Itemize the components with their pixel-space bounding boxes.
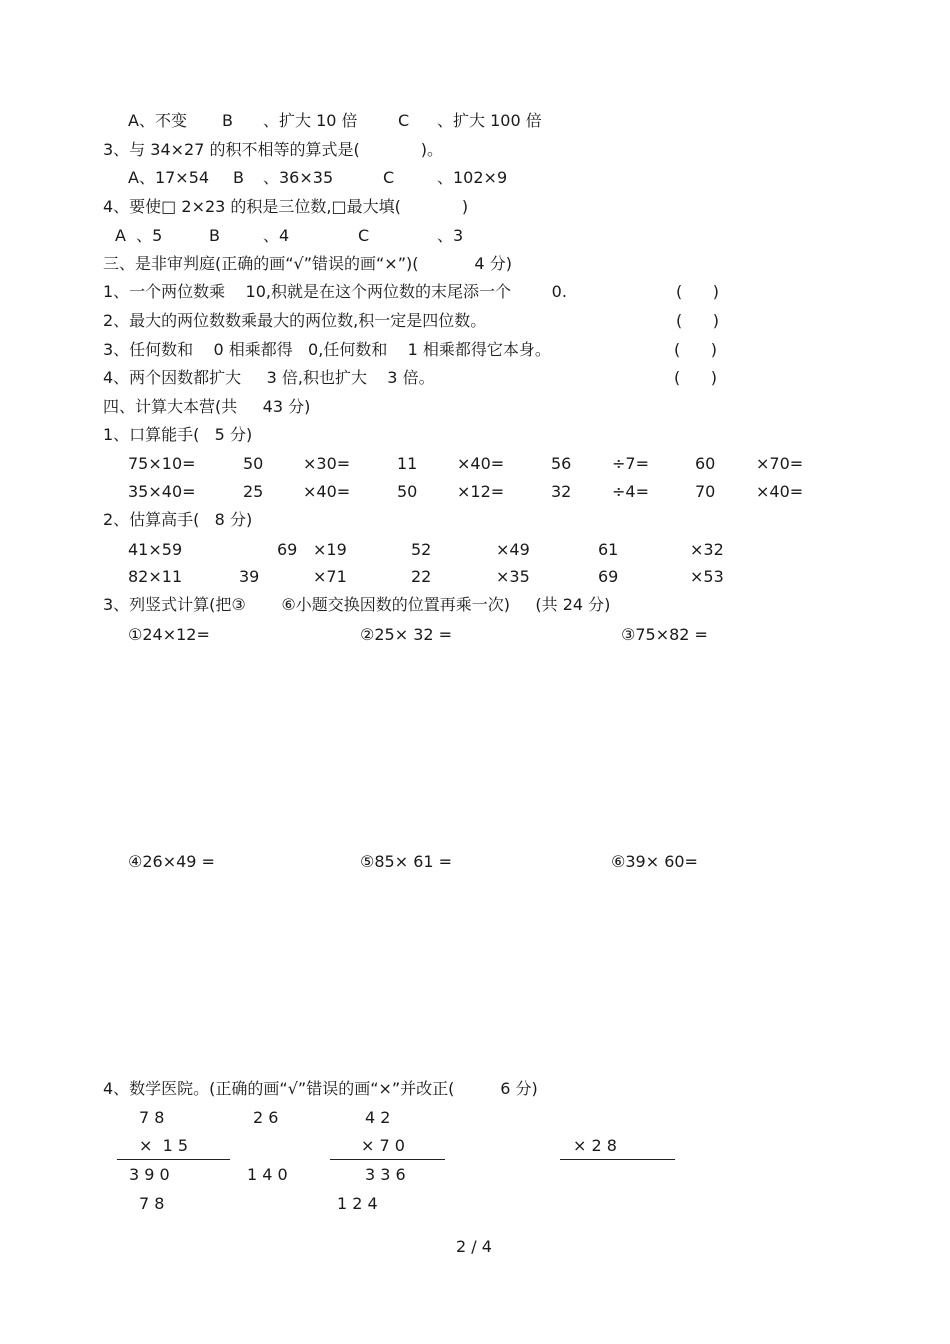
q3-option-c-letter: C (383, 168, 395, 187)
vertical-problem-4: ④26×49 = (128, 852, 215, 871)
estimate-cell: 69 (598, 567, 619, 586)
oral-cell: ×40= (457, 454, 505, 473)
oral-cell: 32 (551, 482, 572, 501)
q3-option-a: A、17×54 (128, 168, 210, 187)
doctor-3-top: 4 2 (365, 1108, 391, 1127)
oral-cell: 25 (243, 482, 264, 501)
oral-calc-title: 1、口算能手( 5 分) (103, 425, 253, 444)
q4-option-a: A 、5 (115, 226, 163, 245)
q3-option-c-text: 、102×9 (437, 168, 508, 187)
q4-option-c-letter: C (358, 226, 370, 245)
estimate-cell: 22 (411, 567, 432, 586)
q4-option-c-text: 、3 (437, 226, 464, 245)
judge-paren-2[interactable]: ( ) (676, 311, 719, 330)
oral-cell: 50 (397, 482, 418, 501)
estimate-cell: 41×59 (128, 540, 183, 559)
oral-cell: 70 (695, 482, 716, 501)
doctor-3-line (330, 1159, 445, 1160)
q4-option-b-text: 、4 (263, 226, 290, 245)
oral-cell: ×40= (303, 482, 351, 501)
q4-option-b-letter: B (209, 226, 220, 245)
doctor-1-line (117, 1159, 230, 1160)
estimate-cell: 82×11 (128, 567, 183, 586)
doctor-4-multiplier: × 2 8 (573, 1136, 617, 1155)
doctor-4-line (560, 1159, 675, 1160)
estimate-cell: ×49 (496, 540, 530, 559)
doctor-1-multiplier: × 1 5 (139, 1136, 189, 1155)
doctor-3-multiplier: × 7 0 (361, 1136, 405, 1155)
estimate-cell: ×19 (313, 540, 347, 559)
judge-item-3: 3、任何数和 0 相乘都得 0,任何数和 1 相乘都得它本身。 (103, 340, 551, 359)
q2-option-c-text: 、扩大 100 倍 (437, 111, 542, 130)
judge-item-4: 4、两个因数都扩大 3 倍,积也扩大 3 倍。 (103, 368, 435, 387)
oral-cell: 35×40= (128, 482, 196, 501)
oral-cell: ÷7= (612, 454, 649, 473)
section-4-title: 四、计算大本营(共 43 分) (103, 397, 311, 416)
q2-option-a: A、不变 (128, 111, 187, 130)
doctor-3-partial-1: 3 3 6 (365, 1165, 406, 1184)
estimate-cell: ×32 (690, 540, 724, 559)
judge-item-2: 2、最大的两位数数乘最大的两位数,积一定是四位数。 (103, 311, 487, 330)
oral-cell: 60 (695, 454, 716, 473)
judge-item-1: 1、一个两位数乘 10,积就是在这个两位数的末尾添一个 0. (103, 282, 567, 301)
estimate-cell: 61 (598, 540, 619, 559)
estimate-cell: 52 (411, 540, 432, 559)
oral-cell: 56 (551, 454, 572, 473)
judge-paren-1[interactable]: ( ) (676, 282, 719, 301)
doctor-3-partial-2: 1 2 4 (337, 1194, 378, 1213)
vertical-calc-title: 3、列竖式计算(把③ ⑥小题交换因数的位置再乘一次) (共 24 分) (103, 595, 611, 614)
estimate-cell: 69 (277, 540, 298, 559)
oral-cell: ×30= (303, 454, 351, 473)
q2-option-b-text: 、扩大 10 倍 (263, 111, 358, 130)
oral-cell: 11 (397, 454, 418, 473)
estimate-title: 2、估算高手( 8 分) (103, 510, 253, 529)
vertical-problem-5: ⑤85× 61 = (360, 852, 453, 871)
judge-paren-4[interactable]: ( ) (674, 368, 717, 387)
oral-cell: ×70= (756, 454, 804, 473)
doctor-2-result: 1 4 0 (247, 1165, 288, 1184)
question-3: 3、与 34×27 的积不相等的算式是( )。 (103, 140, 443, 159)
section-3-title: 三、是非审判庭(正确的画“√”错误的画“×”)( 4 分) (103, 254, 512, 273)
doctor-2-top: 2 6 (253, 1108, 279, 1127)
estimate-cell: 39 (239, 567, 260, 586)
doctor-1-partial-2: 7 8 (139, 1194, 165, 1213)
oral-cell: ×12= (457, 482, 505, 501)
q2-option-c-letter: C (398, 111, 410, 130)
vertical-problem-2: ②25× 32 = (360, 625, 453, 644)
estimate-cell: ×53 (690, 567, 724, 586)
math-doctor-title: 4、数学医院。(正确的画“√”错误的画“×”并改正( 6 分) (103, 1079, 538, 1098)
page-number: 2 / 4 (456, 1237, 492, 1256)
estimate-cell: ×71 (313, 567, 347, 586)
q3-option-b-text: 、36×35 (263, 168, 334, 187)
oral-cell: ÷4= (612, 482, 649, 501)
vertical-problem-6: ⑥39× 60= (611, 852, 698, 871)
doctor-1-top: 7 8 (139, 1108, 165, 1127)
oral-cell: ×40= (756, 482, 804, 501)
estimate-cell: ×35 (496, 567, 530, 586)
question-4: 4、要使□ 2×23 的积是三位数,□最大填( ) (103, 197, 469, 216)
doctor-1-partial-1: 3 9 0 (129, 1165, 170, 1184)
judge-paren-3[interactable]: ( ) (674, 340, 717, 359)
vertical-problem-3: ③75×82 = (621, 625, 708, 644)
vertical-problem-1: ①24×12= (128, 625, 210, 644)
oral-cell: 50 (243, 454, 264, 473)
oral-cell: 75×10= (128, 454, 196, 473)
q3-option-b-letter: B (233, 168, 244, 187)
q2-option-b-letter: B (222, 111, 233, 130)
